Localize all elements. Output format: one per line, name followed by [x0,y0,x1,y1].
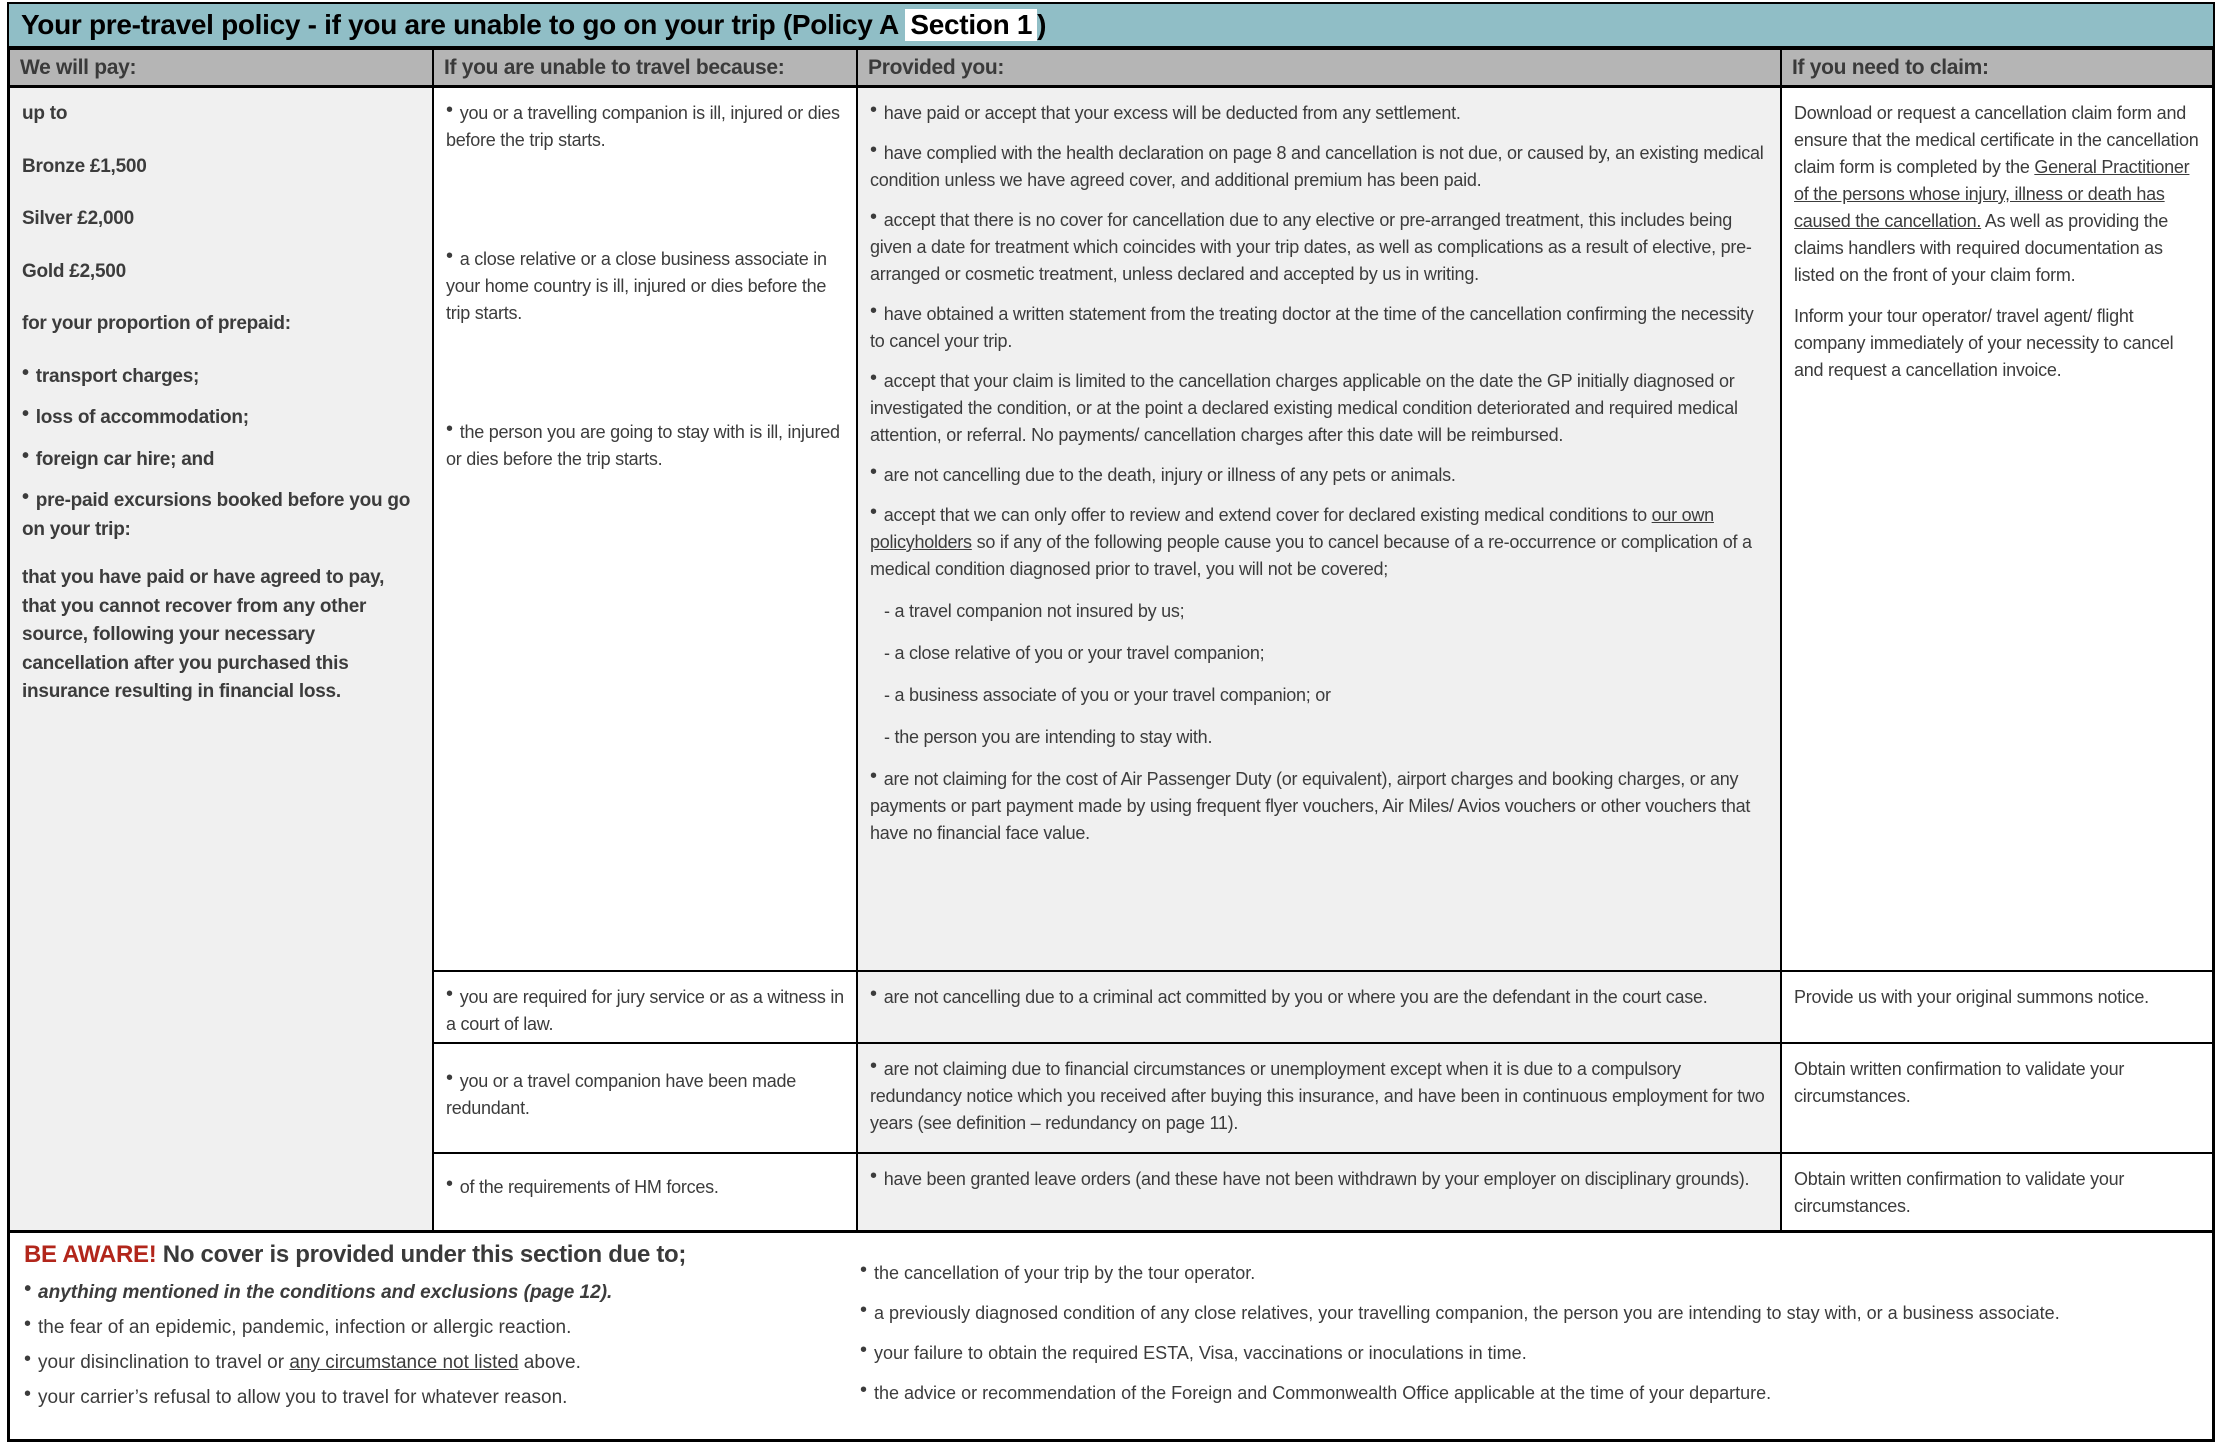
cell-because-row4 [434,1154,858,1230]
bullet-dot-icon: • [870,1165,877,1187]
list-item [870,766,1768,847]
list-item-text: are not claiming for the cost of Air Passenger Duty (or equivalent), airport charges and booking charges, or any payments or part payment made by using frequent flyer vouchers, Air Miles/ Avios vouchers or other vouchers that have no financial face value. [870,769,1751,843]
limit-bronze: Bronze £1,500 [22,155,147,177]
bullet-dot-icon: • [24,1313,32,1335]
bullet-dot-icon: • [870,367,877,389]
list-item [860,1379,2198,1404]
list-item [870,140,1768,194]
list-item [24,1278,860,1304]
claim-paragraph: Inform your tour operator/ travel agent/ flight company immediately of your necessity to cancel and request a cancellation invoice. [1794,306,2174,380]
bullet-dot-icon: • [860,1299,868,1321]
list-item [446,1174,844,1201]
be-aware-label: BE AWARE! [24,1241,157,1268]
bullet-dot-icon: • [870,461,877,483]
bullet-dot-icon: • [870,99,877,121]
list-item-text: are not cancelling due to the death, injury or illness of any pets or animals. [883,465,1456,485]
list-item [870,1166,1768,1193]
cell-claim-row3: Obtain written confirmation to validate your circumstances. [1782,1044,2212,1154]
list-item-text: have complied with the health declaration on page 8 and cancellation is not due, or caused by, an existing medical condition unless we have agreed cover, and additional premium has been paid. [870,143,1764,190]
bullet-dot-icon: • [446,983,453,1005]
list-item-text: anything mentioned in the conditions and exclusions (page 12). [38,1282,613,1303]
column-header-need-to-claim: If you need to claim: [1782,50,2212,88]
claim-paragraph: Download or request a cancellation claim form and ensure that the medical certificate in the cancellation claim form is completed by the General Practitioner of the persons whose injury, illness or death has caused the cancellation. As well as providing the claims handlers with required documentation as listed on the front of your claim form. [1794,103,2199,285]
bullet-dot-icon: • [870,139,877,161]
be-aware-section [10,1230,2212,1439]
list-item [22,363,420,392]
bullet-dot-icon: • [24,1383,32,1405]
list-item-text: your failure to obtain the required ESTA, Visa, vaccinations or inoculations in time. [874,1343,1527,1363]
page-title-suffix: ) [1037,9,1047,40]
section-title-bar [7,2,2215,48]
cell-provided-row3 [858,1044,1782,1154]
list-item-text: the advice or recommendation of the Foreign and Commonwealth Office applicable at the time of your departure. [874,1383,1772,1403]
list-item-text: are not claiming due to financial circumstances or unemployment except when it is due to a compulsory redundancy notice which you received after buying this insurance, and have been in continuous employment for two years (see definition – redundancy on page 11). [870,1059,1765,1133]
bullet-dot-icon: • [870,1055,877,1077]
list-item-text: loss of accommodation; [35,407,249,428]
list-item [860,1299,2198,1324]
list-item-text: accept that we can only offer to review and extend cover for declared existing medical conditions to our own policyholders so if any of the following people cause you to cancel because of a re-occurrence or complication of a medical condition diagnosed prior to travel, you will not be covered; [870,505,1752,579]
column-header-unable-to-travel: If you are unable to travel because: [434,50,858,88]
be-aware-left-column [24,1241,860,1431]
bullet-dot-icon: • [870,206,877,228]
list-item-text: have been granted leave orders (and these have not been withdrawn by your employer on disciplinary grounds). [883,1169,1750,1189]
bullet-dot-icon: • [870,300,877,322]
sub-list-item: - a business associate of you or your travel companion; or [884,685,1331,705]
limit-silver: Silver £2,000 [22,208,134,229]
list-item [22,404,420,433]
cell-because-row3 [434,1044,858,1154]
list-item-text: have paid or accept that your excess will be deducted from any settlement. [883,103,1461,123]
list-item-text: you or a travelling companion is ill, injured or dies before the trip starts. [446,103,840,150]
list-item-text: your disinclination to travel or any circumstance not listed above. [38,1352,581,1373]
list-item-text: have obtained a written statement from the treating doctor at the time of the cancellation confirming the necessity to cancel your trip. [870,304,1754,351]
list-item [22,487,420,544]
column-header-provided-you: Provided you: [858,50,1782,88]
bullet-dot-icon: • [860,1379,868,1401]
limit-gold: Gold £2,500 [22,260,126,282]
cell-claim-row1 [1782,88,2212,972]
list-item [24,1383,860,1409]
list-item [870,207,1768,288]
bullet-dot-icon: • [22,403,29,425]
cell-we-will-pay [10,88,434,1230]
list-item-text: accept that your claim is limited to the cancellation charges applicable on the date the GP initially diagnosed or investigated the condition, or at the point a declared existing medical condition deteriorated and required medical attention, or referral. No payments/ cancellation charges after this date will be reimbursed. [870,371,1738,445]
list-item-text: the person you are going to stay with is ill, injured or dies before the trip starts. [446,422,840,469]
page-title: Your pre-travel policy - if you are unable to go on your trip (Policy A [21,9,906,40]
list-item [860,1339,2198,1364]
sub-list-item: - a travel companion not insured by us; [884,601,1185,621]
policy-table [7,48,2215,1442]
column-header-we-will-pay: We will pay: [10,50,434,88]
list-item [870,502,1768,583]
cell-because-row2 [434,972,858,1044]
cell-claim-row4: Obtain written confirmation to validate your circumstances. [1782,1154,2212,1230]
bullet-dot-icon: • [22,486,29,508]
list-item-text: transport charges; [35,365,200,387]
list-item [870,1056,1768,1137]
be-aware-heading: BE AWARE! No cover is provided under this section due to; [24,1241,687,1268]
bullet-dot-icon: • [860,1339,868,1361]
list-item [860,1259,2198,1284]
list-item [446,1068,844,1122]
cell-because-row1 [434,88,858,972]
pay-conditions: that you have paid or have agreed to pay, that you cannot recover from any other source, following your necessary cancellation after you purchased this insurance resulting in financial loss. [22,567,385,702]
bullet-dot-icon: • [870,501,877,523]
proportion-intro: for your proportion of prepaid: [22,313,291,334]
list-item-text: are not cancelling due to a criminal act committed by you or where you are the defendant in the court case. [883,987,1708,1007]
cell-claim-row2: Provide us with your original summons notice. [1782,972,2212,1044]
cell-provided-row2 [858,972,1782,1044]
bullet-dot-icon: • [446,1173,453,1195]
list-item [24,1313,860,1339]
list-item-text: your carrier’s refusal to allow you to travel for whatever reason. [38,1387,568,1408]
list-item [870,100,1768,127]
bullet-dot-icon: • [24,1348,32,1370]
cell-provided-row1 [858,88,1782,972]
list-item [870,301,1768,355]
bullet-dot-icon: • [446,418,453,440]
limit-up-to: up to [22,103,68,124]
search-highlight: Section 1 [905,9,1037,41]
list-item [24,1348,860,1374]
list-item-text: of the requirements of HM forces. [459,1177,719,1197]
bullet-dot-icon: • [446,245,453,267]
list-item-text: accept that there is no cover for cancellation due to any elective or pre-arranged treatment, this includes being given a date for treatment which coincides with your trip dates, as well as complications as a result of elective, pre-arranged or cosmetic treatment, unless declared and accepted by us in writing. [870,210,1752,284]
list-item [446,419,844,473]
be-aware-right-column [860,1241,2198,1431]
list-item [446,100,844,154]
list-item-text: a previously diagnosed condition of any close relatives, your travelling companion, the person you are intending to stay with, or a business associate. [874,1303,2060,1323]
bullet-dot-icon: • [870,983,877,1005]
list-item-text: pre-paid excursions booked before you go on your trip: [22,490,411,540]
list-item [870,462,1768,489]
cell-provided-row4 [858,1154,1782,1230]
bullet-dot-icon: • [22,444,29,467]
list-item [446,246,844,327]
list-item-text: you are required for jury service or as a witness in a court of law. [446,987,844,1034]
list-item-text: a close relative or a close business associate in your home country is ill, injured or dies before the trip starts. [446,249,827,323]
bullet-dot-icon: • [870,765,877,787]
bullet-dot-icon: • [446,1067,453,1089]
list-item [446,984,844,1038]
bullet-dot-icon: • [24,1278,32,1300]
list-item [870,368,1768,449]
list-item-text: foreign car hire; and [35,448,215,470]
bullet-dot-icon: • [22,361,29,384]
list-item [870,984,1768,1011]
list-item-text: the cancellation of your trip by the tour operator. [874,1263,1256,1283]
list-item-text: the fear of an epidemic, pandemic, infection or allergic reaction. [38,1317,572,1338]
bullet-dot-icon: • [446,99,453,121]
sub-list-item: - a close relative of you or your travel companion; [884,643,1265,663]
sub-list-item: - the person you are intending to stay with. [884,727,1213,747]
list-item-text: you or a travel companion have been made redundant. [446,1071,796,1118]
list-item [22,446,420,475]
bullet-dot-icon: • [860,1259,868,1281]
